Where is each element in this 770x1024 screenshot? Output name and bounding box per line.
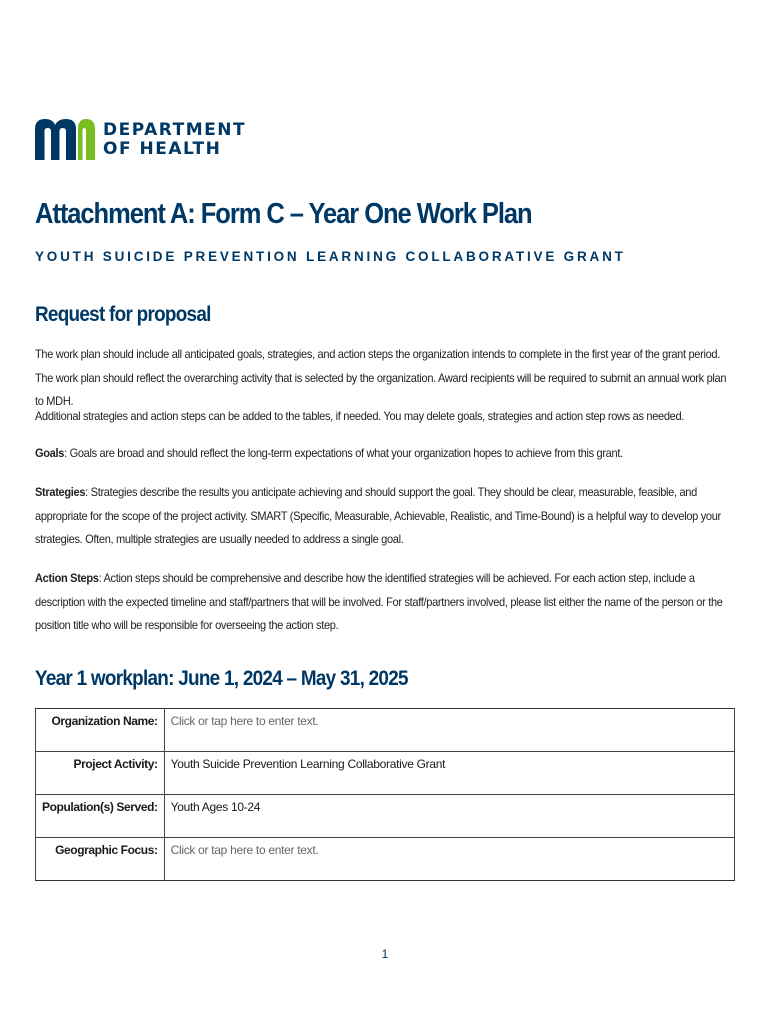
- mdh-logo: [35, 119, 246, 160]
- organization-name-label: Organization Name:: [36, 709, 165, 752]
- project-activity-label: Project Activity:: [36, 752, 165, 795]
- geographic-focus-label: Geographic Focus:: [36, 838, 165, 881]
- table-row: [36, 709, 735, 752]
- project-activity-value: Youth Suicide Prevention Learning Collaborative Grant: [164, 752, 734, 795]
- geographic-focus-field[interactable]: Click or tap here to enter text.: [164, 838, 734, 881]
- population-served-value: Youth Ages 10-24: [164, 795, 734, 838]
- goals-paragraph: Goals: Goals are broad and should reflect the long-term expectations of what your organization hopes to achieve from this grant.: [35, 446, 623, 460]
- strategies-paragraph: Strategies: Strategies describe the results you anticipate achieving and should support the goal. They should be clear, measurable, feasible, and appropriate for the scope of the project activity. SMART (Specific, Measurable, Achievable, Realistic, and Time-Bound) is a helpful way to develop your strategies. Often, multiple strategies are usually needed to address a single goal.: [35, 485, 721, 546]
- additional-paragraph: Additional strategies and action steps can be added to the tables, if needed. You may delete goals, strategies and action step rows as needed.: [35, 409, 685, 423]
- table-row: [36, 838, 735, 881]
- section-heading-workplan: Year 1 workplan: June 1, 2024 – May 31, 2025: [35, 667, 408, 690]
- section-heading-rfp: Request for proposal: [35, 303, 211, 326]
- mn-logo-icon: [35, 119, 95, 160]
- population-served-label: Population(s) Served:: [36, 795, 165, 838]
- table-row: [36, 795, 735, 838]
- intro-paragraph: The work plan should include all anticipated goals, strategies, and action steps the organization intends to complete in the first year of the grant period. The work plan should reflect the overarching activity that is selected by the organization. Award recipients will be required to submit an annual work plan to MDH.: [35, 347, 727, 408]
- logo-text: DEPARTMENT OF HEALTH: [103, 119, 247, 159]
- organization-name-field[interactable]: Click or tap here to enter text.: [164, 709, 734, 752]
- table-row: [36, 752, 735, 795]
- page-subtitle: YOUTH SUICIDE PREVENTION LEARNING COLLABORATIVE GRANT: [35, 249, 626, 264]
- page-number: 1: [381, 947, 389, 961]
- page-title: Attachment A: Form C – Year One Work Plan: [35, 198, 532, 230]
- workplan-info-table: [35, 708, 735, 881]
- action-steps-paragraph: Action Steps: Action steps should be comprehensive and describe how the identified strategies will be achieved. For each action step, include a description with the expected timeline and staff/partners that will be involved. For staff/partners involved, please list either the name of the person or the position title who will be responsible for overseeing the action step.: [35, 571, 723, 632]
